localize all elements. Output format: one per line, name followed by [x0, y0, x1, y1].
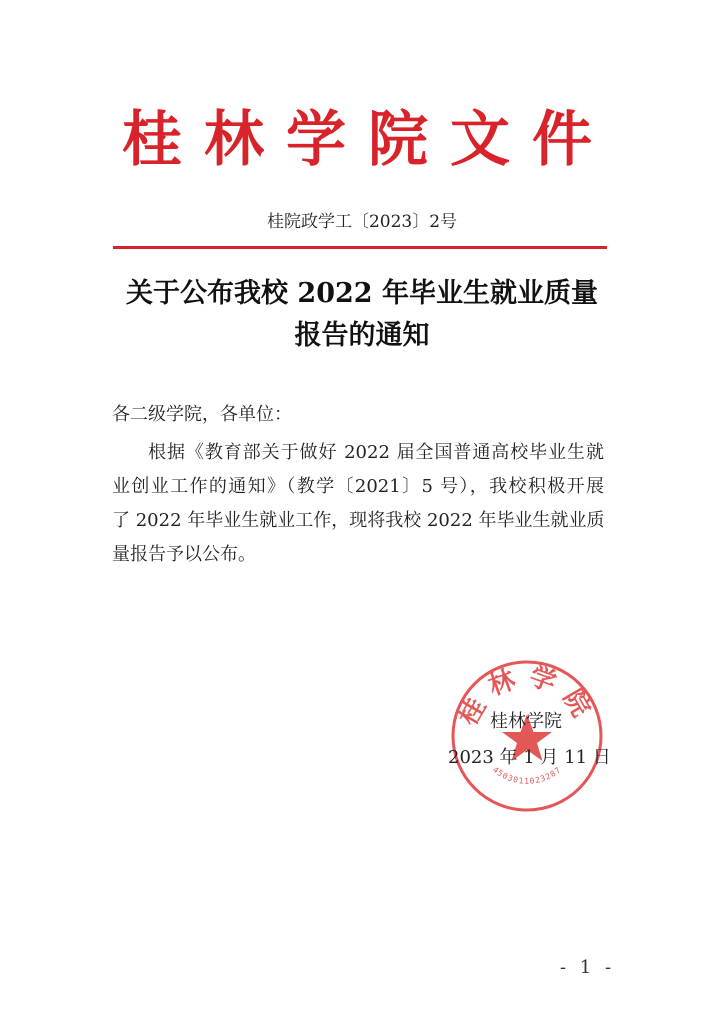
document-header-title: 桂林学院文件	[122, 105, 614, 175]
official-seal-stamp	[447, 656, 607, 816]
body-paragraph-line-2: 业创业工作的通知》（教学〔2021〕5 号），我校积极开展	[112, 476, 604, 497]
seal-top-text: 桂林学院	[453, 661, 601, 731]
signature-date: 2023 年 1 月 11 日	[448, 747, 611, 768]
notice-title-line-2: 报告的通知	[294, 320, 430, 351]
seal-code-text: 4503011023287	[490, 765, 564, 786]
body-paragraph-line-4: 量报告予以公布。	[112, 544, 256, 565]
document-number: 桂院政学工〔2023〕2号	[266, 212, 458, 232]
body-paragraph-line-1: 根据《教育部关于做好 2022 届全国普通高校毕业生就	[148, 442, 604, 463]
salutation: 各二级学院，各单位：	[112, 404, 292, 425]
signer-organization: 桂林学院	[490, 711, 562, 732]
notice-title-line-1: 关于公布我校 2022 年毕业生就业质量	[126, 278, 598, 309]
page-number: - 1 -	[560, 957, 616, 978]
red-divider-line	[113, 246, 607, 249]
body-paragraph-line-3: 了 2022 年毕业生就业工作，现将我校 2022 年毕业生就业质	[112, 510, 605, 531]
